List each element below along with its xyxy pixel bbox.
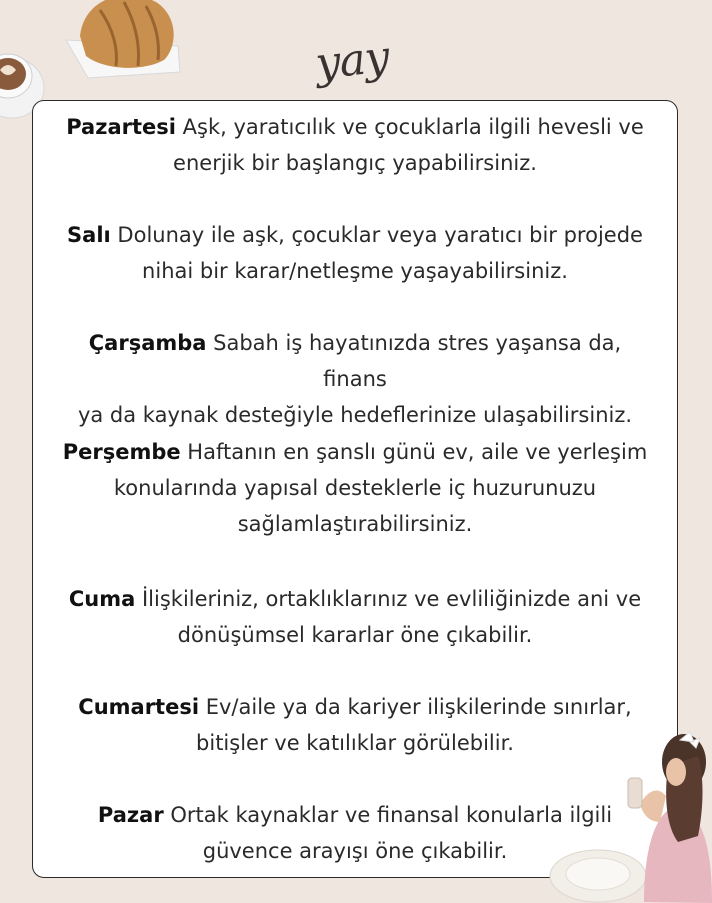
entry-text: Sabah iş hayatınızda stres yaşansa da, finans (213, 331, 622, 391)
entry-text: nihai bir karar/netleşme yaşayabilirsiniz. (142, 259, 568, 283)
entry-cuma (57, 581, 653, 653)
day-label: Salı (67, 223, 111, 247)
entry-text: güvence arayışı öne çıkabilir. (202, 839, 508, 863)
entry-text: konularında yapısal desteklerle iç huzurunuzu (113, 476, 597, 500)
day-label: Çarşamba (88, 331, 207, 355)
handwritten-sign: yay (313, 30, 391, 90)
day-label: Pazar (97, 803, 164, 827)
entry-text: dönüşümsel kararlar öne çıkabilir. (177, 623, 533, 647)
entry-text: Ev/aile ya da kariyer ilişkilerinde sınırlar, (205, 695, 632, 719)
entry-text: bitişler ve katılıklar görülebilir. (196, 731, 514, 755)
entry-text: ya da kaynak desteğiyle hedeflerinize ulaşabilirsiniz. (77, 403, 633, 427)
croissant-icon (60, 0, 190, 80)
day-label: Cumartesi (78, 695, 200, 719)
entry-text: Dolunay ile aşk, çocuklar veya yaratıcı bir projede (117, 223, 643, 247)
day-label: Cuma (68, 587, 136, 611)
entry-pazartesi (57, 109, 653, 181)
entry-text: sağlamlaştırabilirsiniz. (237, 512, 473, 536)
day-label: Perşembe (62, 440, 181, 464)
entry-text: İlişkileriniz, ortaklıklarınız ve evliliğinizde ani ve (141, 587, 642, 611)
entry-carsamba (57, 325, 653, 433)
entry-text: enerjik bir başlangıç yapabilirsiniz. (173, 151, 537, 175)
entry-text: Haftanın en şanslı günü ev, aile ve yerleşim (187, 440, 648, 464)
entry-text: Ortak kaynaklar ve finansal konularla ilgili (170, 803, 613, 827)
entry-persembe (57, 434, 653, 542)
day-label: Pazartesi (66, 115, 176, 139)
entry-sali (57, 217, 653, 289)
entry-text: Aşk, yaratıcılık ve çocuklarla ilgili hevesli ve (182, 115, 644, 139)
girl-photo-icon (548, 726, 712, 903)
